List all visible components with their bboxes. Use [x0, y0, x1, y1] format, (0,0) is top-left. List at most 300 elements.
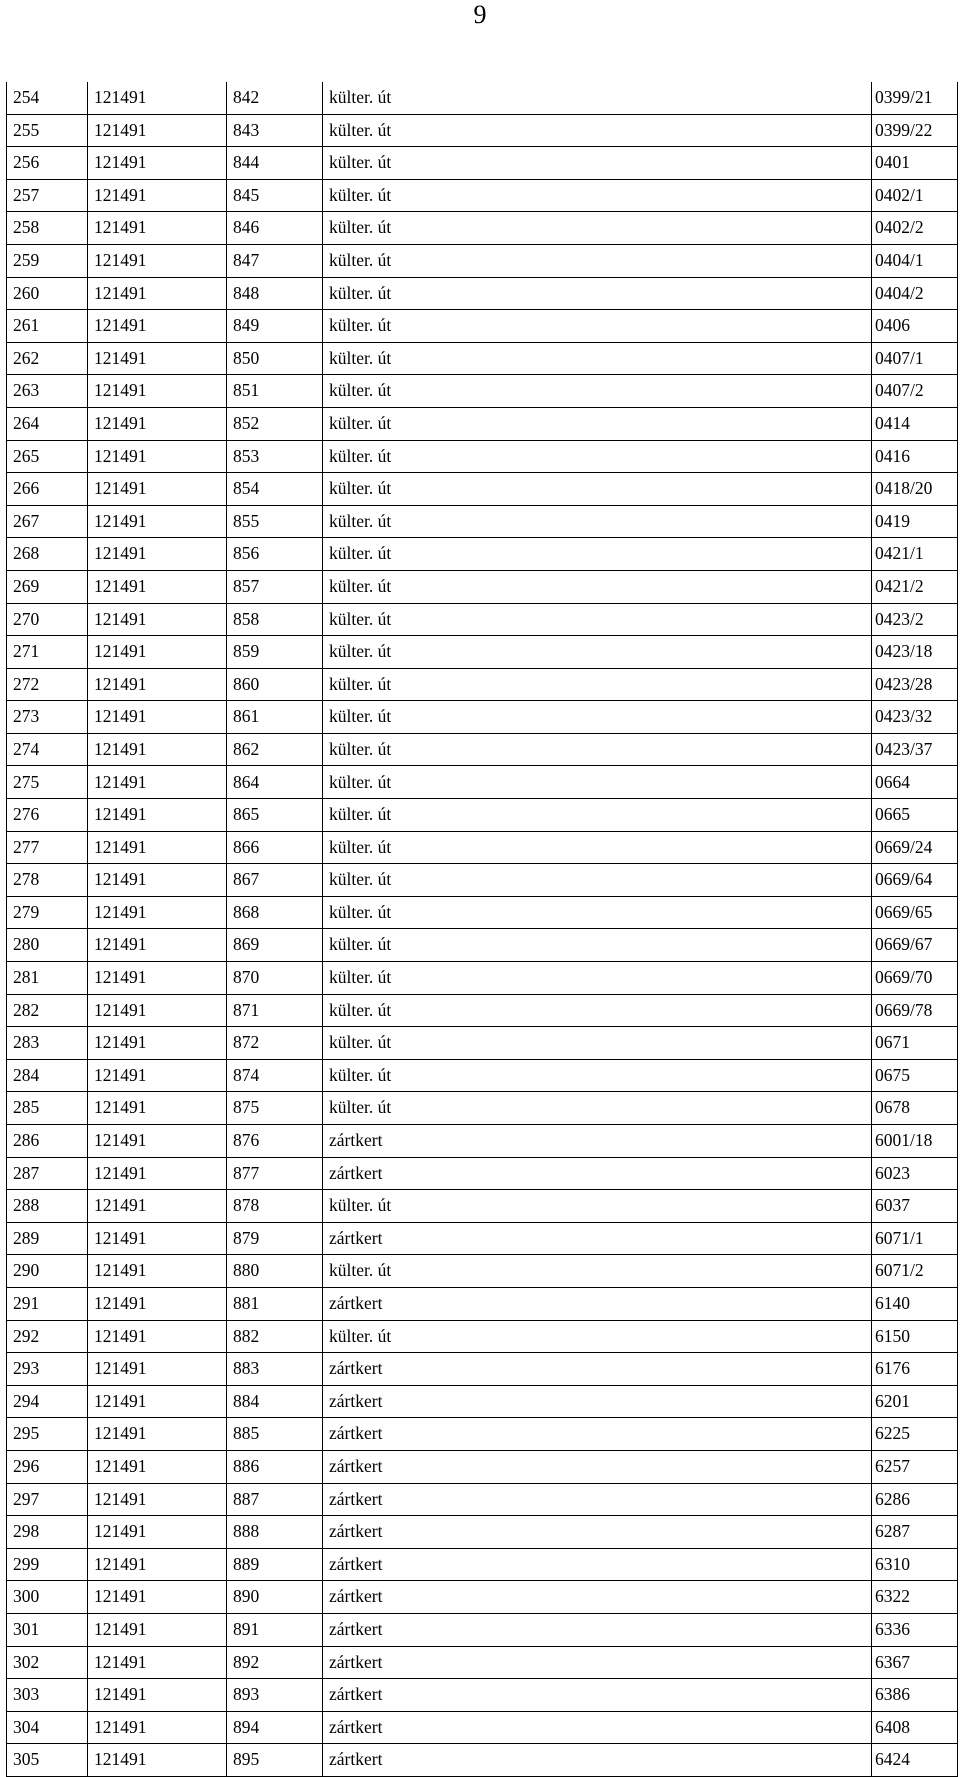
- type-cell: zártkert: [323, 1483, 872, 1516]
- code-cell: 121491: [88, 1679, 227, 1712]
- code-cell: 121491: [88, 1581, 227, 1614]
- parcel-number-cell: 0423/32: [872, 701, 958, 734]
- serial-cell: 854: [227, 473, 323, 506]
- code-cell: 121491: [88, 505, 227, 538]
- row-index-cell: 267: [7, 505, 88, 538]
- parcel-number-cell: 6001/18: [872, 1125, 958, 1158]
- type-cell: külter. út: [323, 929, 872, 962]
- serial-cell: 891: [227, 1613, 323, 1646]
- table-row: [7, 962, 958, 995]
- serial-cell: 887: [227, 1483, 323, 1516]
- table-row: [7, 440, 958, 473]
- parcel-number-cell: 0399/21: [872, 82, 958, 114]
- row-index-cell: 293: [7, 1353, 88, 1386]
- code-cell: 121491: [88, 212, 227, 245]
- parcel-number-cell: 0664: [872, 766, 958, 799]
- table-row: [7, 1353, 958, 1386]
- row-index-cell: 272: [7, 668, 88, 701]
- type-cell: zártkert: [323, 1287, 872, 1320]
- type-cell: külter. út: [323, 636, 872, 669]
- serial-cell: 856: [227, 538, 323, 571]
- table-row: [7, 179, 958, 212]
- code-cell: 121491: [88, 114, 227, 147]
- type-cell: külter. út: [323, 1320, 872, 1353]
- code-cell: 121491: [88, 1418, 227, 1451]
- row-index-cell: 285: [7, 1092, 88, 1125]
- type-cell: külter. út: [323, 114, 872, 147]
- parcel-number-cell: 6140: [872, 1287, 958, 1320]
- type-cell: zártkert: [323, 1548, 872, 1581]
- row-index-cell: 300: [7, 1581, 88, 1614]
- serial-cell: 885: [227, 1418, 323, 1451]
- parcel-number-cell: 6201: [872, 1385, 958, 1418]
- serial-cell: 883: [227, 1353, 323, 1386]
- parcel-number-cell: 6023: [872, 1157, 958, 1190]
- serial-cell: 875: [227, 1092, 323, 1125]
- type-cell: külter. út: [323, 212, 872, 245]
- type-cell: külter. út: [323, 668, 872, 701]
- serial-cell: 879: [227, 1222, 323, 1255]
- row-index-cell: 260: [7, 277, 88, 310]
- parcel-number-cell: 0404/2: [872, 277, 958, 310]
- code-cell: 121491: [88, 1222, 227, 1255]
- parcel-number-cell: 0669/70: [872, 962, 958, 995]
- row-index-cell: 279: [7, 896, 88, 929]
- parcel-number-cell: 6286: [872, 1483, 958, 1516]
- type-cell: külter. út: [323, 1059, 872, 1092]
- parcel-number-cell: 6310: [872, 1548, 958, 1581]
- code-cell: 121491: [88, 342, 227, 375]
- table-row: [7, 1711, 958, 1744]
- table-row: [7, 1092, 958, 1125]
- code-cell: 121491: [88, 1125, 227, 1158]
- type-cell: külter. út: [323, 701, 872, 734]
- table-row: [7, 701, 958, 734]
- parcel-number-cell: 0404/1: [872, 244, 958, 277]
- row-index-cell: 295: [7, 1418, 88, 1451]
- table-row: [7, 1190, 958, 1223]
- code-cell: 121491: [88, 864, 227, 897]
- parcel-number-cell: 0399/22: [872, 114, 958, 147]
- table-row: [7, 1483, 958, 1516]
- serial-cell: 855: [227, 505, 323, 538]
- table-row: [7, 505, 958, 538]
- code-cell: 121491: [88, 701, 227, 734]
- serial-cell: 870: [227, 962, 323, 995]
- row-index-cell: 265: [7, 440, 88, 473]
- row-index-cell: 287: [7, 1157, 88, 1190]
- table-row: [7, 1385, 958, 1418]
- code-cell: 121491: [88, 1255, 227, 1288]
- type-cell: zártkert: [323, 1157, 872, 1190]
- serial-cell: 877: [227, 1157, 323, 1190]
- code-cell: 121491: [88, 82, 227, 114]
- parcel-number-cell: 6150: [872, 1320, 958, 1353]
- type-cell: külter. út: [323, 82, 872, 114]
- code-cell: 121491: [88, 799, 227, 832]
- type-cell: zártkert: [323, 1613, 872, 1646]
- type-cell: külter. út: [323, 179, 872, 212]
- type-cell: külter. út: [323, 277, 872, 310]
- serial-cell: 858: [227, 603, 323, 636]
- table-row: [7, 994, 958, 1027]
- parcel-number-cell: 6424: [872, 1744, 958, 1777]
- parcel-number-cell: 0671: [872, 1027, 958, 1060]
- table-row: [7, 864, 958, 897]
- parcel-number-cell: 0423/37: [872, 733, 958, 766]
- parcel-table-body: [7, 82, 958, 1776]
- parcel-number-cell: 0414: [872, 407, 958, 440]
- serial-cell: 852: [227, 407, 323, 440]
- type-cell: zártkert: [323, 1125, 872, 1158]
- parcel-number-cell: 0402/2: [872, 212, 958, 245]
- code-cell: 121491: [88, 1157, 227, 1190]
- row-index-cell: 271: [7, 636, 88, 669]
- parcel-number-cell: 6071/2: [872, 1255, 958, 1288]
- type-cell: zártkert: [323, 1222, 872, 1255]
- type-cell: külter. út: [323, 375, 872, 408]
- parcel-number-cell: 6336: [872, 1613, 958, 1646]
- row-index-cell: 266: [7, 473, 88, 506]
- type-cell: külter. út: [323, 473, 872, 506]
- row-index-cell: 255: [7, 114, 88, 147]
- parcel-number-cell: 0669/67: [872, 929, 958, 962]
- type-cell: zártkert: [323, 1646, 872, 1679]
- row-index-cell: 281: [7, 962, 88, 995]
- parcel-number-cell: 6367: [872, 1646, 958, 1679]
- parcel-number-cell: 0675: [872, 1059, 958, 1092]
- serial-cell: 893: [227, 1679, 323, 1712]
- row-index-cell: 305: [7, 1744, 88, 1777]
- type-cell: külter. út: [323, 896, 872, 929]
- serial-cell: 882: [227, 1320, 323, 1353]
- serial-cell: 857: [227, 570, 323, 603]
- table-row: [7, 277, 958, 310]
- serial-cell: 862: [227, 733, 323, 766]
- table-row: [7, 407, 958, 440]
- code-cell: 121491: [88, 994, 227, 1027]
- type-cell: külter. út: [323, 962, 872, 995]
- row-index-cell: 263: [7, 375, 88, 408]
- row-index-cell: 274: [7, 733, 88, 766]
- code-cell: 121491: [88, 473, 227, 506]
- type-cell: külter. út: [323, 244, 872, 277]
- type-cell: külter. út: [323, 505, 872, 538]
- table-row: [7, 1027, 958, 1060]
- code-cell: 121491: [88, 831, 227, 864]
- type-cell: külter. út: [323, 538, 872, 571]
- serial-cell: 890: [227, 1581, 323, 1614]
- table-row: [7, 82, 958, 114]
- serial-cell: 869: [227, 929, 323, 962]
- code-cell: 121491: [88, 603, 227, 636]
- serial-cell: 860: [227, 668, 323, 701]
- code-cell: 121491: [88, 668, 227, 701]
- row-index-cell: 280: [7, 929, 88, 962]
- serial-cell: 849: [227, 310, 323, 343]
- row-index-cell: 298: [7, 1516, 88, 1549]
- code-cell: 121491: [88, 1711, 227, 1744]
- row-index-cell: 254: [7, 82, 88, 114]
- serial-cell: 886: [227, 1450, 323, 1483]
- row-index-cell: 288: [7, 1190, 88, 1223]
- type-cell: zártkert: [323, 1353, 872, 1386]
- type-cell: külter. út: [323, 864, 872, 897]
- code-cell: 121491: [88, 1092, 227, 1125]
- serial-cell: 892: [227, 1646, 323, 1679]
- parcel-number-cell: 0423/28: [872, 668, 958, 701]
- row-index-cell: 276: [7, 799, 88, 832]
- type-cell: külter. út: [323, 1027, 872, 1060]
- parcel-number-cell: 0669/24: [872, 831, 958, 864]
- table-row: [7, 342, 958, 375]
- code-cell: 121491: [88, 1613, 227, 1646]
- row-index-cell: 301: [7, 1613, 88, 1646]
- type-cell: zártkert: [323, 1418, 872, 1451]
- table-row: [7, 766, 958, 799]
- parcel-number-cell: 0418/20: [872, 473, 958, 506]
- serial-cell: 878: [227, 1190, 323, 1223]
- type-cell: zártkert: [323, 1385, 872, 1418]
- code-cell: 121491: [88, 1548, 227, 1581]
- type-cell: külter. út: [323, 831, 872, 864]
- row-index-cell: 294: [7, 1385, 88, 1418]
- code-cell: 121491: [88, 440, 227, 473]
- row-index-cell: 297: [7, 1483, 88, 1516]
- table-row: [7, 733, 958, 766]
- table-row: [7, 896, 958, 929]
- row-index-cell: 277: [7, 831, 88, 864]
- row-index-cell: 258: [7, 212, 88, 245]
- row-index-cell: 302: [7, 1646, 88, 1679]
- type-cell: külter. út: [323, 342, 872, 375]
- code-cell: 121491: [88, 179, 227, 212]
- parcel-number-cell: 0401: [872, 147, 958, 180]
- row-index-cell: 284: [7, 1059, 88, 1092]
- code-cell: 121491: [88, 636, 227, 669]
- row-index-cell: 292: [7, 1320, 88, 1353]
- row-index-cell: 299: [7, 1548, 88, 1581]
- parcel-number-cell: 0407/1: [872, 342, 958, 375]
- type-cell: külter. út: [323, 799, 872, 832]
- row-index-cell: 259: [7, 244, 88, 277]
- type-cell: külter. út: [323, 147, 872, 180]
- row-index-cell: 291: [7, 1287, 88, 1320]
- type-cell: zártkert: [323, 1711, 872, 1744]
- serial-cell: 881: [227, 1287, 323, 1320]
- serial-cell: 895: [227, 1744, 323, 1777]
- serial-cell: 845: [227, 179, 323, 212]
- table-row: [7, 636, 958, 669]
- code-cell: 121491: [88, 896, 227, 929]
- table-row: [7, 310, 958, 343]
- code-cell: 121491: [88, 1646, 227, 1679]
- row-index-cell: 275: [7, 766, 88, 799]
- row-index-cell: 264: [7, 407, 88, 440]
- code-cell: 121491: [88, 962, 227, 995]
- serial-cell: 872: [227, 1027, 323, 1060]
- table-row: [7, 1255, 958, 1288]
- code-cell: 121491: [88, 1353, 227, 1386]
- parcel-number-cell: 6037: [872, 1190, 958, 1223]
- type-cell: külter. út: [323, 440, 872, 473]
- code-cell: 121491: [88, 1027, 227, 1060]
- parcel-number-cell: 0423/18: [872, 636, 958, 669]
- parcel-number-cell: 6408: [872, 1711, 958, 1744]
- row-index-cell: 268: [7, 538, 88, 571]
- code-cell: 121491: [88, 1190, 227, 1223]
- serial-cell: 888: [227, 1516, 323, 1549]
- table-row: [7, 147, 958, 180]
- serial-cell: 842: [227, 82, 323, 114]
- row-index-cell: 273: [7, 701, 88, 734]
- table-row: [7, 1613, 958, 1646]
- table-row: [7, 1222, 958, 1255]
- code-cell: 121491: [88, 929, 227, 962]
- type-cell: külter. út: [323, 570, 872, 603]
- parcel-number-cell: 0423/2: [872, 603, 958, 636]
- table-row: [7, 570, 958, 603]
- serial-cell: 846: [227, 212, 323, 245]
- table-row: [7, 1450, 958, 1483]
- serial-cell: 847: [227, 244, 323, 277]
- table-row: [7, 114, 958, 147]
- serial-cell: 850: [227, 342, 323, 375]
- row-index-cell: 304: [7, 1711, 88, 1744]
- parcel-number-cell: 0669/64: [872, 864, 958, 897]
- parcel-number-cell: 0419: [872, 505, 958, 538]
- parcel-number-cell: 0669/78: [872, 994, 958, 1027]
- serial-cell: 843: [227, 114, 323, 147]
- parcel-number-cell: 0402/1: [872, 179, 958, 212]
- row-index-cell: 262: [7, 342, 88, 375]
- serial-cell: 844: [227, 147, 323, 180]
- type-cell: zártkert: [323, 1744, 872, 1777]
- code-cell: 121491: [88, 407, 227, 440]
- code-cell: 121491: [88, 1320, 227, 1353]
- parcel-table: [6, 82, 958, 1777]
- parcel-number-cell: 0416: [872, 440, 958, 473]
- parcel-number-cell: 6322: [872, 1581, 958, 1614]
- table-row: [7, 1418, 958, 1451]
- code-cell: 121491: [88, 1744, 227, 1777]
- table-row: [7, 603, 958, 636]
- table-row: [7, 1516, 958, 1549]
- serial-cell: 853: [227, 440, 323, 473]
- row-index-cell: 296: [7, 1450, 88, 1483]
- type-cell: külter. út: [323, 1190, 872, 1223]
- code-cell: 121491: [88, 570, 227, 603]
- parcel-number-cell: 6386: [872, 1679, 958, 1712]
- table-row: [7, 1679, 958, 1712]
- table-row: [7, 1744, 958, 1777]
- type-cell: zártkert: [323, 1450, 872, 1483]
- code-cell: 121491: [88, 244, 227, 277]
- parcel-number-cell: 0665: [872, 799, 958, 832]
- row-index-cell: 256: [7, 147, 88, 180]
- serial-cell: 867: [227, 864, 323, 897]
- serial-cell: 865: [227, 799, 323, 832]
- serial-cell: 874: [227, 1059, 323, 1092]
- code-cell: 121491: [88, 1059, 227, 1092]
- row-index-cell: 269: [7, 570, 88, 603]
- table-row: [7, 1287, 958, 1320]
- type-cell: külter. út: [323, 994, 872, 1027]
- row-index-cell: 282: [7, 994, 88, 1027]
- table-row: [7, 1320, 958, 1353]
- row-index-cell: 290: [7, 1255, 88, 1288]
- serial-cell: 880: [227, 1255, 323, 1288]
- type-cell: külter. út: [323, 603, 872, 636]
- serial-cell: 861: [227, 701, 323, 734]
- row-index-cell: 289: [7, 1222, 88, 1255]
- serial-cell: 848: [227, 277, 323, 310]
- code-cell: 121491: [88, 310, 227, 343]
- serial-cell: 876: [227, 1125, 323, 1158]
- code-cell: 121491: [88, 277, 227, 310]
- parcel-number-cell: 6071/1: [872, 1222, 958, 1255]
- type-cell: külter. út: [323, 407, 872, 440]
- table-row: [7, 1157, 958, 1190]
- table-row: [7, 538, 958, 571]
- type-cell: külter. út: [323, 733, 872, 766]
- parcel-number-cell: 0669/65: [872, 896, 958, 929]
- code-cell: 121491: [88, 1483, 227, 1516]
- parcel-number-cell: 0406: [872, 310, 958, 343]
- parcel-number-cell: 0421/2: [872, 570, 958, 603]
- table-row: [7, 375, 958, 408]
- type-cell: külter. út: [323, 1255, 872, 1288]
- table-row: [7, 668, 958, 701]
- code-cell: 121491: [88, 1385, 227, 1418]
- serial-cell: 889: [227, 1548, 323, 1581]
- parcel-number-cell: 6176: [872, 1353, 958, 1386]
- table-row: [7, 831, 958, 864]
- serial-cell: 859: [227, 636, 323, 669]
- serial-cell: 894: [227, 1711, 323, 1744]
- serial-cell: 851: [227, 375, 323, 408]
- table-row: [7, 1581, 958, 1614]
- serial-cell: 884: [227, 1385, 323, 1418]
- type-cell: zártkert: [323, 1679, 872, 1712]
- table-row: [7, 1646, 958, 1679]
- table-row: [7, 799, 958, 832]
- type-cell: zártkert: [323, 1516, 872, 1549]
- row-index-cell: 278: [7, 864, 88, 897]
- code-cell: 121491: [88, 1516, 227, 1549]
- type-cell: külter. út: [323, 1092, 872, 1125]
- serial-cell: 868: [227, 896, 323, 929]
- type-cell: külter. út: [323, 310, 872, 343]
- code-cell: 121491: [88, 733, 227, 766]
- serial-cell: 864: [227, 766, 323, 799]
- row-index-cell: 303: [7, 1679, 88, 1712]
- code-cell: 121491: [88, 1450, 227, 1483]
- code-cell: 121491: [88, 375, 227, 408]
- code-cell: 121491: [88, 147, 227, 180]
- table-row: [7, 1125, 958, 1158]
- code-cell: 121491: [88, 1287, 227, 1320]
- table-row: [7, 1059, 958, 1092]
- serial-cell: 871: [227, 994, 323, 1027]
- table-row: [7, 212, 958, 245]
- row-index-cell: 257: [7, 179, 88, 212]
- parcel-number-cell: 0421/1: [872, 538, 958, 571]
- table-row: [7, 473, 958, 506]
- parcel-number-cell: 6225: [872, 1418, 958, 1451]
- parcel-number-cell: 6257: [872, 1450, 958, 1483]
- type-cell: külter. út: [323, 766, 872, 799]
